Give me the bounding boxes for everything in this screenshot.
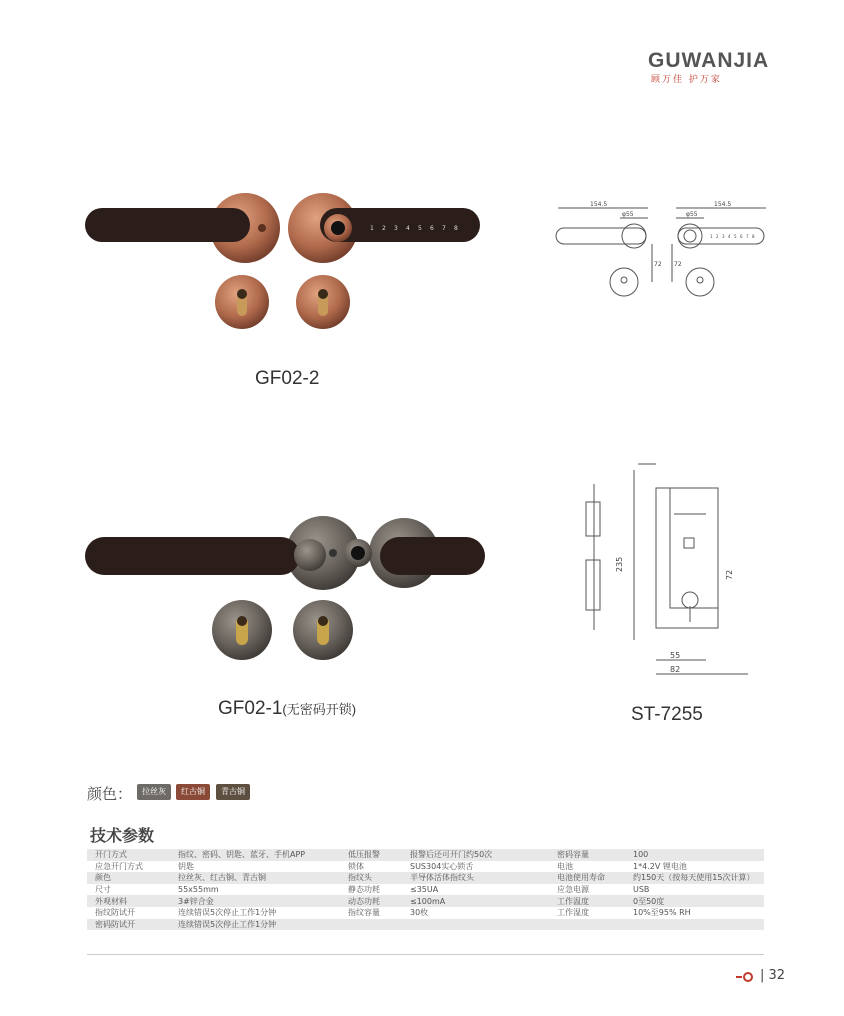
table-cell: 低压报警: [340, 849, 402, 861]
table-cell: USB: [625, 884, 764, 896]
color-swatch-green-bronze: 青古铜: [216, 784, 250, 800]
table-cell: [549, 919, 625, 931]
handle-right: [380, 537, 485, 575]
table-cell: SUS304实心锁舌: [402, 861, 549, 873]
table-cell: 静态功耗: [340, 884, 402, 896]
table-cell: ≤100mA: [402, 895, 549, 907]
svg-text:2: 2: [716, 234, 719, 239]
table-cell: [340, 919, 402, 931]
table-cell: 指纹容量: [340, 907, 402, 919]
brand-logo: GUWANJIA: [648, 49, 770, 72]
colors-label: 颜色：: [87, 785, 133, 803]
svg-text:3: 3: [394, 225, 398, 232]
svg-text:72: 72: [654, 261, 662, 268]
table-cell: 指纹头: [340, 872, 402, 884]
table-cell: 连续错误5次停止工作1分钟: [170, 919, 340, 931]
table-cell: 拉丝灰、红古铜、青古铜: [170, 872, 340, 884]
svg-text:1: 1: [370, 225, 374, 232]
table-row: [87, 895, 764, 907]
color-swatch-red-bronze: 红古铜: [176, 784, 210, 800]
table-cell: 0至50度: [625, 895, 764, 907]
table-cell: 工作温度: [549, 895, 625, 907]
svg-text:φ55: φ55: [686, 211, 698, 218]
model-gf02-1: [218, 698, 356, 720]
model-gf02-1-note: (无密码开锁): [282, 702, 357, 717]
table-cell: [402, 919, 549, 931]
table-cell: 钥匙: [170, 861, 340, 873]
brand-tagline: 顾万佳 护万家: [651, 75, 722, 85]
svg-text:72: 72: [725, 569, 734, 580]
table-cell: 指纹、密码、钥匙、蓝牙、手机APP: [170, 849, 340, 861]
svg-text:4: 4: [728, 234, 731, 239]
specs-table: [87, 849, 764, 930]
table-row: [87, 919, 764, 931]
svg-text:7: 7: [442, 225, 446, 232]
svg-text:82: 82: [670, 665, 681, 674]
table-cell: 3#锌合金: [170, 895, 340, 907]
handle-left: [85, 537, 300, 575]
table-cell: 30枚: [402, 907, 549, 919]
svg-text:6: 6: [430, 225, 434, 232]
table-cell: [625, 919, 764, 931]
table-cell: 开门方式: [87, 849, 170, 861]
table-cell: 密码防试开: [87, 919, 170, 931]
svg-text:154.5: 154.5: [714, 201, 732, 208]
table-cell: 动态功耗: [340, 895, 402, 907]
table-cell: 指纹防试开: [87, 907, 170, 919]
svg-text:8: 8: [454, 225, 458, 232]
svg-text:1: 1: [710, 234, 713, 239]
table-cell: 约150天（按每天使用15次计算）: [625, 872, 764, 884]
table-cell: 报警后还可开门约50次: [402, 849, 549, 861]
model-gf02-2: GF02-2: [255, 368, 320, 389]
svg-text:6: 6: [740, 234, 743, 239]
table-row: [87, 849, 764, 861]
table-row: [87, 861, 764, 873]
table-cell: 尺寸: [87, 884, 170, 896]
product-gf02-2-image: [80, 190, 490, 340]
model-gf02-1-name: GF02-1: [218, 698, 283, 719]
dimension-drawing-top: [548, 196, 768, 306]
specs-title: 技术参数: [90, 826, 155, 845]
svg-text:7: 7: [746, 234, 749, 239]
table-cell: 电池: [549, 861, 625, 873]
table-cell: 外观材料: [87, 895, 170, 907]
svg-text:4: 4: [406, 225, 410, 232]
table-cell: 连续错误5次停止工作1分钟: [170, 907, 340, 919]
footer-rule: [87, 954, 764, 955]
svg-text:5: 5: [734, 234, 737, 239]
table-row: [87, 884, 764, 896]
color-swatch-brushed-gray: 拉丝灰: [137, 784, 171, 800]
svg-text:235: 235: [615, 556, 624, 572]
page-marker-icon: [736, 970, 756, 984]
table-cell: 应急开门方式: [87, 861, 170, 873]
table-row: [87, 907, 764, 919]
svg-text:2: 2: [382, 225, 386, 232]
model-st-7255: ST-7255: [631, 704, 703, 725]
table-cell: 1*4.2V 锂电池: [625, 861, 764, 873]
product-gf02-1-image: [80, 515, 490, 675]
table-cell: 工作湿度: [549, 907, 625, 919]
svg-text:φ55: φ55: [622, 211, 634, 218]
table-cell: 密码容量: [549, 849, 625, 861]
drawing-keypad-digits: [710, 234, 755, 239]
table-cell: 100: [625, 849, 764, 861]
svg-text:72: 72: [674, 261, 682, 268]
table-cell: 颜色: [87, 872, 170, 884]
table-cell: ≤35UA: [402, 884, 549, 896]
handle-left: [85, 208, 250, 242]
svg-text:154.5: 154.5: [590, 201, 608, 208]
table-cell: 半导体活体指纹头: [402, 872, 549, 884]
table-cell: 10%至95% RH: [625, 907, 764, 919]
table-cell: 电池使用寿命: [549, 872, 625, 884]
table-row: [87, 872, 764, 884]
table-cell: 55x55mm: [170, 884, 340, 896]
svg-text:3: 3: [722, 234, 725, 239]
table-cell: 锁体: [340, 861, 402, 873]
page-number: | 32: [760, 968, 786, 983]
svg-text:5: 5: [418, 225, 422, 232]
svg-text:8: 8: [752, 234, 755, 239]
mortise-drawing: [578, 460, 758, 680]
table-cell: 应急电源: [549, 884, 625, 896]
page-number-value: 32: [768, 968, 786, 983]
svg-text:55: 55: [670, 651, 681, 660]
